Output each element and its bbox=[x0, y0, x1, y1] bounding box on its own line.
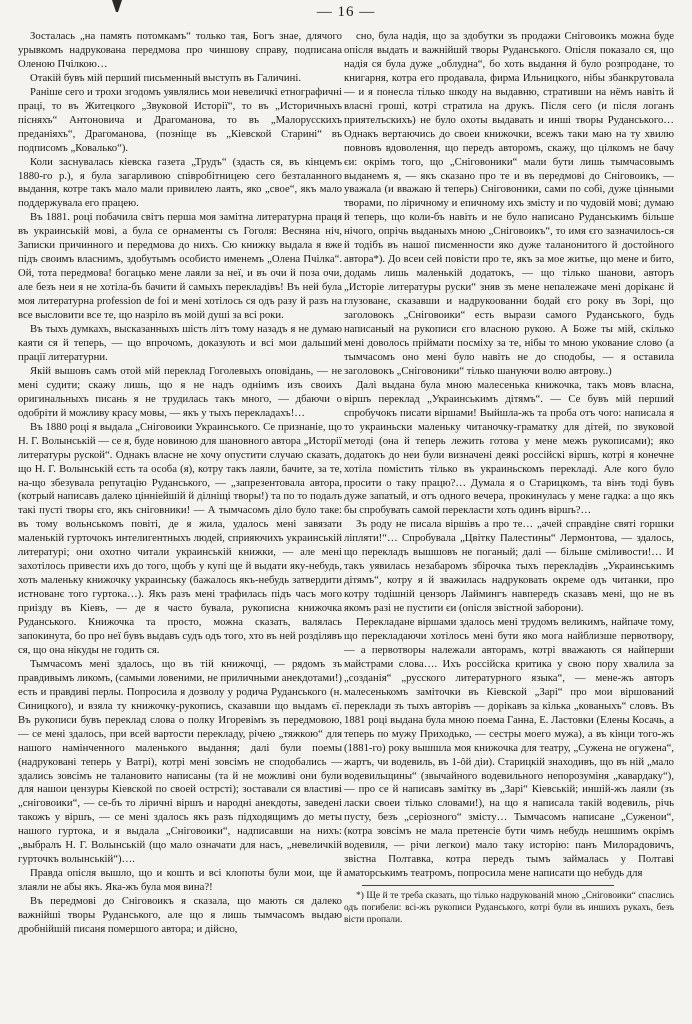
paragraph: Правда опісля вышло, що и кошть и всі клопоты були мои, ще й злаяли не абы якъ. Яка-жъ була моя вина?! bbox=[18, 867, 342, 894]
paragraph: Далі выдана була мною малесенька книжочка, такъ мовъ власна, віршъ переклад „Украинськимъ дітямъ“. — Се бувъ мій перший спробучокъ писати віршами! Выйшла-жъ та проба отъ чого: написала я то украиньски маленьку читаночку-граматку для дітей, по звуковой методі (она й теперь лежить готова у мене межъ рукописами); яко додатокъ до неи були визначені деякі россійскі віршъ, котрі я конечне хотіла помістить тілько въ украиньскомъ перекладі. Але кого було просити о таку працю?… Думала я о Старицкомъ, та вінъ тоді бувъ дуже запатый, и отъ одного вечера, прокинулась у мене гадка: а що якъ бы спробувать самой перекласти хоть одинъ віршъ?… bbox=[344, 378, 674, 517]
paragraph: Въ 1881. році побачила світъ перша моя замітна литературна праця въ украинській мові, а була се орнаменты съ Гоголя: Весняна ніч, Записки причинного и передмова до нихъ. Сю книжку выдала я вже підъ своимъ власнимъ, здобутымъ особисто именемъ „Олена Пчілка“. Ой, тота передмова! богацько мене лаяли за неї, и въ очи й поза очи, але безъ неи я не хотіла-бъ бачити й самыхъ перекладівъ! Въ ней була моя литературна profession de foi и мені хотілось ся одъ разу й разъ на все высловити все те, що назріло въ моій душі за всі роки. bbox=[18, 211, 342, 322]
paragraph: Отакій бувъ мій перший письменный выступъ въ Галичині. bbox=[30, 71, 302, 84]
footnote: *) Ще й те треба сказать, що тілько надрукованій мною „Сніговоики“ спаслись одъ погибели: всі-жъ рукописи Руданського, котрі були въ иншихъ рукахъ, безъ вісти пропали. bbox=[344, 891, 674, 926]
paragraph: Въ 1880 році я выдала „Сніговоики Украинського. Се признаніе, що Н. Г. Волынськiй — се я, буде новиною для шановного автора „Исторії литературы руской“. Однакъ власне не хочу опустити случаю сказать, що Н. Г. Волынськiй єсть та особа (я), котру такъ лаяли, бачите, за те, на-що збезувала репутацію Руданського, — „запрезентовала автора, (котрый написавъ далеко цінніейшій й ділніщі творы!) та по то подалъ такі пусті творы єго, якъ сніговники! — А тымчасомъ діло було таке: въ тому вольнськомъ повіті, де я жила, удалось мені завязати маленькій гурточокъ интелигентныхъ людей, сприяючихъ украинській литературі; они охотно читали украинській книжки, — але мені захотілось привести ихъ до того, щобъ у купі ще й выдати яку-небудь, хоть маленьку книжочку украинську (бажалось якъ-небудь затвердити истнованє того гуртока…). Якъ разъ мені трафилась підъ часъ мого приізду въ Кіевъ, — де я часто бувала, рукописна книжочка Руданського. Книжочка та просто, можна сказать, валялась запокинута, бо про неї бувъ выдавъ судъ одъ того, хто въ ней розділявъ ся, що она нікуды не годить ся. bbox=[18, 420, 342, 656]
paragraph: Зъ роду не писала віршівъ а про те… „ачей справдіне святі горшки ліпляти!“… Спробувала „Цвітку Палестины“ Лермонтова, — здалось, що перекладъ вышшовъ не поганый; далі — більше сміливости!… И такъ уявилась незабаромъ збірочка тыхъ перекладівъ „Украинськимъ дітямъ“, котру я й зважилась надруковать окреме одъ читанки, про котру тодішній цензоръ Лаймингъ навпередъ сказавъ мені, що не въ якомъ разі не пустити єи (опісля звістной заборони). bbox=[344, 518, 674, 615]
paragraph: Перекладане віршами здалось мені трудомъ великимъ, найпаче тому, що перекладаючи хотілось мені бути яко мога найблизше первотвору, — а первотворы належали авторамъ, котрі вважають ся найперши майстрами слова…. Ихъ россійска критика у свою пору хвалила за „созданія“ „русского литературного языка“, — мене-жъ авторъ малесенькомъ заміточки въ Кіевской „Зарі“ про мои віршований переклади зъ тыхъ авторівъ — дорікавъ за кілька „кованыхъ“ словъ. Въ 1881 році выдана була мною поема Ганна, Е. Ластовки (Елены Косачь, а теперь по мужу Приходько, — сестры моего мужа), а въ кінци того-жъ (1881-го) року вышшла моя книжочка для театру, „Сужена не огужена“, жартъ, чи водевиль, въ 1-ôй діи). Старицкій знаходивъ, що въ ній „мало водевильщины“ (звычайного водевильного непорозуміня „кавардаку“), — про се й написавъ замітку въ „Зарі“ Кіевській; иншій-жъ лаяли (зъ ласки своеи тілько словами!), на що я написала такій водевиль, річь пусту, безъ „серіозного“ змісту… Тымчасомъ написане „Суженои“, (котра зовсімъ не мала претенсіе бути чимъ небудь нешшимъ окрімъ водевиля, — річи легкои) мало таку исторію: панъ Милорадовичъ, звістна Полтавка, котра передъ тымъ займалась у Полтаві аматорськимъ театромъ, попросила мене написати що небудь для bbox=[344, 616, 674, 880]
left-column bbox=[18, 30, 342, 1010]
paragraph: сно, була надія, що за здобутки зъ продажи Сніговоикъ можна буде опісля выдать и важнійшй творы Руданського. Опісля показало ся, що надія ся була дуже „облудна“, бо хоть выдання й було розпродане, то книгарня, котра его продавала, фирма Ильницкого, нібы збанкрутовала — и я понесла тілько шкоду на выдавню, стративши на нёмъ навіть й власні гроші, котрі стратила на друкъ. Після сего (и після логанъ приятелъскихъ) не було охоты выдавать и инші творы Руданського… Однакъ вертаючись до своеи книжочки, всежъ таки маю на ту хвилю повновъ вдоволення, що передъ авторомъ, скажу, що цілкомъ не бачу єи: окрімъ того, що „Сніговоники“ мали бути лишь тымчасовымъ выданемъ я, — якъ сказано про те и въ передмові до Сніговоикъ, — уважала (и вважаю й теперь) Сніговоники, сами по собі, дуже цінными творами, по ліричному и епичному ихъ змісту и по чудовій мові; думаю й теперь, що коли-бъ навіть и не було написано Руданськимъ більше нічого, опрічь выданыхъ мною „Сніговоикъ“, то имя єго зазначилось-ся й тодібъ въ нашої писменности яко дуже таланонитого й достойного автора*). До всеи сей повісти про те, якъ за мое житье, що мене и бито, додамь лишь маленькій додатокъ, — що тілько шанови, авторъ „Исторіе литературы руски“ зняв зъ мене непалежаче мені доріканє й глузованє, сказавши и надрукоованни бодай єго року въ Зорі, що заголовокъ „Сніговоики“ есть вырази самого Руданського, будь написаный на рукописи єго власною рукою. А Боже ты мій, скілько мені доволось пріймати посміху за те, нібы то мною укование слово (а тымчасомъ оно мені було навіть не до сподобы, — я оставила заголовокъ „Сніговоники“ тілько шануючи волю автрову..) bbox=[344, 30, 674, 377]
paragraph: Тымчасомъ мені здалось, що въ тій книжочці, — рядомъ зъ правдивымъ ликомъ, (самыми ловеними, не приличными анекдотами!) есть и правдиві перлы. Попросила я дозволу у родича Руданського (н. Синицкого), и взяла ту книжочку-рукопись, сказавши що выдамъ єї. Въ рукописи бувъ переклад слова о полку Игоревімъ зъ передмовою, — се мені здалось, при всей вартости перекладу, річею „тяжкою“ для нашого намінченного маленького выдання; далі були поемы (надруковані теперь у Ватрі), котрі мені зовсімъ не сподобались — здались зовсімъ не талановито написаны (та й не можливі они були для нашои цензуры Кіевской по своей острсті); зоставали ся властиві „сніговоики“, — се-бъ то ліричні віршъ и народні анекдоты, заведені такожъ у віршъ, — се мені здалось якъ разъ підходящимъ до меты нашого гуртока, и я выдала „Сніговоики“, надписавши на нихъ: „выбралъ Н. Г. Волынськiй (що мало означати для насъ, „невеличкій гурточкъ волынськiй“)…. bbox=[18, 657, 342, 866]
page-number: — 16 — bbox=[316, 4, 376, 20]
paragraph: Коли заснувалась кіевска газета „Трудъ“ (здасть ся, въ кінцемъ 1880-го р.), я була загарливою співробітницею сего безталанного выдання, котре такъ мало мали привилею лаять, яко „свое“, якъ мало поддержувала его працею. bbox=[18, 155, 342, 210]
paragraph: Въ тыхъ думкахъ, высказанныхъ шість літъ тому назадъ я не думаю каяти ся й теперь, — що впрочомъ, доказують и всі мои дальший прації литературни. bbox=[18, 323, 342, 363]
paragraph: Зосталась „на память потомкамъ“ только тая, Богъ знае, длячого урывкомъ надрукована передмова про чиншову справу, подписана Оленою Пчілкою… bbox=[18, 30, 342, 70]
right-column bbox=[344, 30, 674, 1010]
paragraph: Раніше сего и трохи згодомъ уявлялись мои невеличкі етнографичні праці, то въ Житецкого „Звуковой Исторії“, то въ „Историчныхъ пісняхъ“ Антоновича и Драгоманова, то въ „Малорусскихъ преданіяхъ“, Драгоманова, (позніще въ „Кіевской Старині“ въ подписомъ „Ковалько“). bbox=[18, 85, 342, 154]
footnote-divider bbox=[362, 885, 614, 886]
paragraph: Въ передмові до Сніговоикъ я сказала, що мають ся далеко важнійші творы Руданського, але що я лишь тымчасомъ выдаю дробнійшій писаня помершого автора; и дійсно, bbox=[18, 895, 342, 935]
paragraph: Якій вышовъ самъ отой мій переклад Гоголевыхъ оповідань, — не мені судити; скажу лишь, що я не надъ одніимъ изъ своихъ оригинальныхъ писань я не трудилась такъ много, — дбаючи о одобріти й можливу красу мовы, — якъ у тыхъ перекладахъ!… bbox=[18, 364, 342, 419]
